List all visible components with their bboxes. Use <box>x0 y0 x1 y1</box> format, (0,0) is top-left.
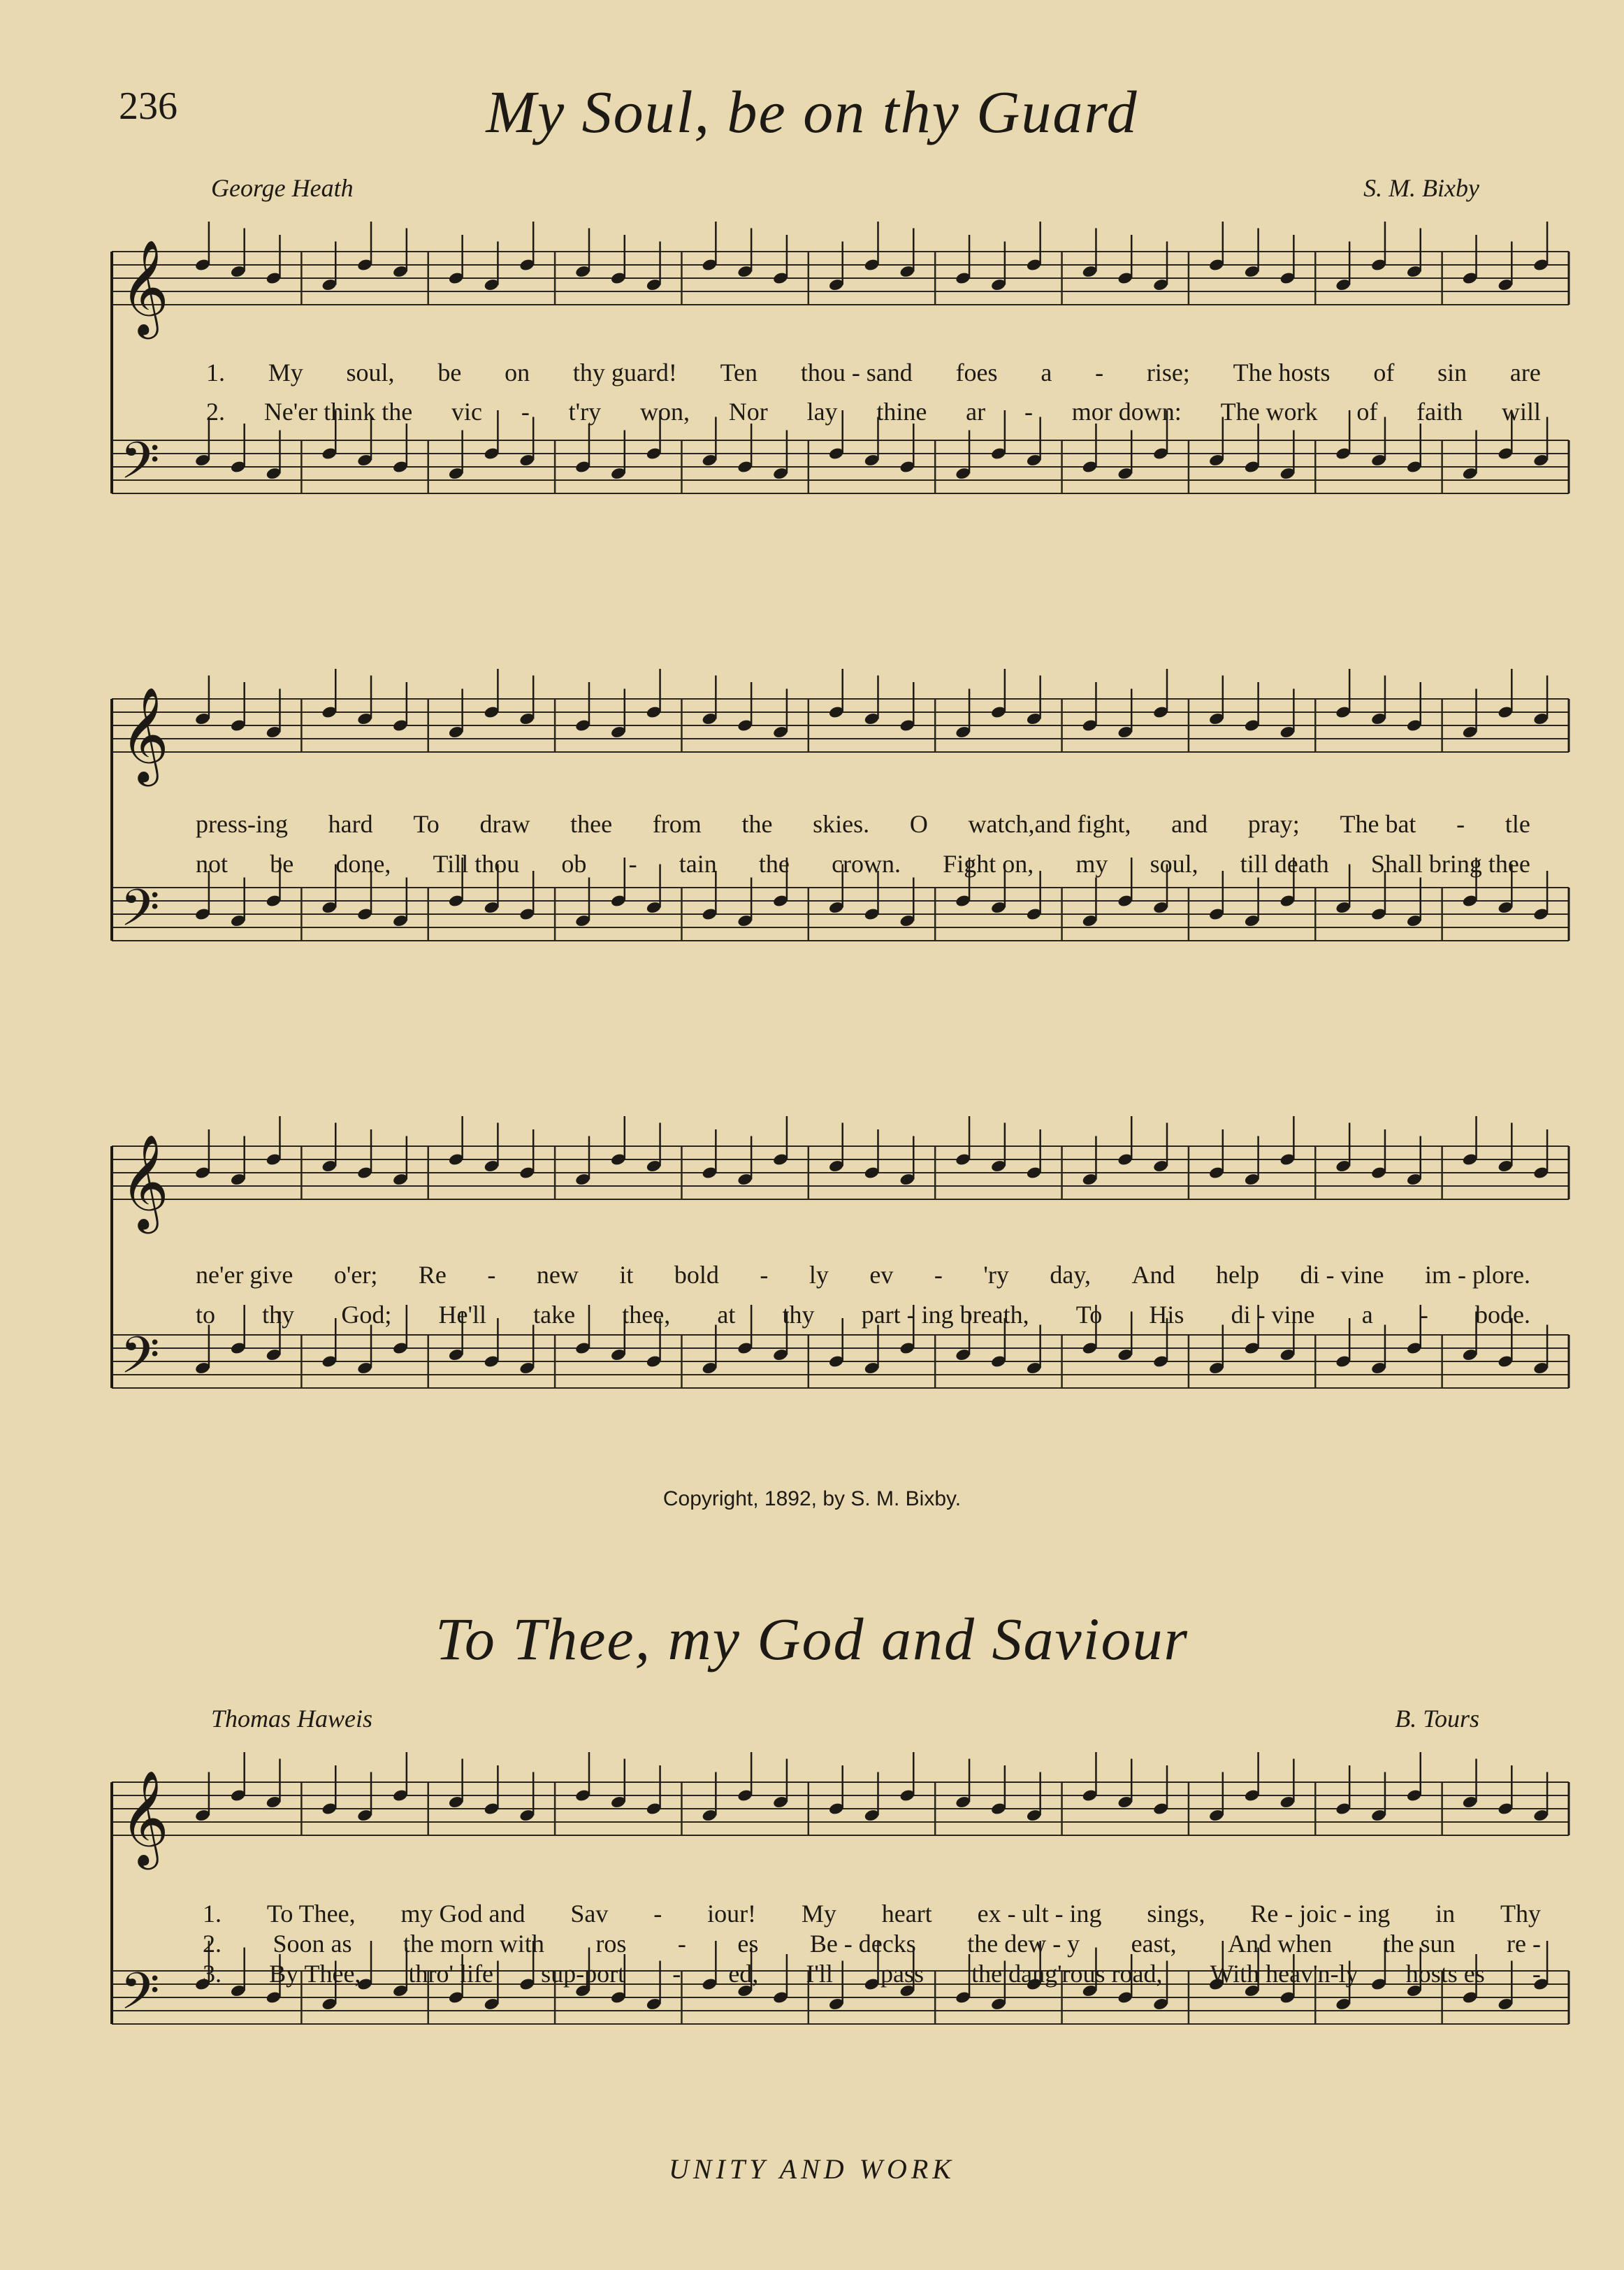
lyric-syllable: the <box>758 850 790 878</box>
lyric-syllable: thee, <box>622 1301 671 1329</box>
lyric-syllable: the dew - y <box>967 1930 1080 1958</box>
lyric-syllable: Till thou <box>433 850 520 878</box>
lyric-syllable: press-ing <box>196 810 288 838</box>
lyric-syllable: my God and <box>400 1900 525 1928</box>
lyric-line <box>206 358 1541 387</box>
treble-clef-icon: 𝄞 <box>120 1133 169 1229</box>
bass-clef-icon: 𝄢 <box>120 1961 160 2033</box>
lyric-syllable: I'll <box>806 1960 833 1988</box>
lyric-syllable: will <box>1501 398 1541 426</box>
lyric-line <box>203 1959 1541 1988</box>
lyric-syllable: thou - sand <box>800 359 913 386</box>
lyric-syllable: my <box>1075 850 1108 878</box>
lyric-syllable: By Thee, <box>269 1960 361 1988</box>
lyric-syllable: tain <box>679 850 717 878</box>
lyric-syllable: it <box>619 1261 634 1289</box>
lyric-syllable: iour! <box>707 1900 757 1928</box>
lyric-syllable: To <box>1075 1301 1103 1329</box>
lyric-line <box>203 1899 1541 1928</box>
treble-staff <box>112 1752 1569 1870</box>
bass-clef-icon: 𝄢 <box>120 431 160 503</box>
lyric-syllable: pray; <box>1247 810 1300 838</box>
lyric-syllable: di - vine <box>1300 1261 1384 1289</box>
lyric-syllable: To <box>413 810 440 838</box>
lyric-syllable: foes <box>955 359 998 386</box>
lyric-syllable: - <box>672 1960 681 1988</box>
lyric-syllable: Fight on, <box>943 850 1034 878</box>
lyric-syllable: lay <box>806 398 838 426</box>
lyric-syllable: The bat <box>1340 810 1416 838</box>
lyric-syllable: My <box>801 1900 836 1928</box>
lyric-syllable: thro' life <box>408 1960 493 1988</box>
hymn-1-composer: S. M. Bixby <box>1363 174 1479 202</box>
lyric-syllable: faith <box>1416 398 1463 426</box>
lyric-syllable: rise; <box>1146 359 1190 386</box>
lyric-syllable: God; <box>341 1301 392 1329</box>
lyric-syllable: tle <box>1505 810 1530 838</box>
lyric-syllable: Nor <box>728 398 768 426</box>
lyric-syllable: ex - ult - ing <box>977 1900 1102 1928</box>
lyric-syllable: di - vine <box>1231 1301 1315 1329</box>
lyric-syllable: soul, <box>346 359 395 386</box>
treble-clef-icon: 𝄞 <box>120 686 169 782</box>
hymn-2-composer: B. Tours <box>1395 1705 1479 1733</box>
lyric-syllable: 'ry <box>983 1261 1009 1289</box>
lyric-line <box>196 1260 1530 1289</box>
lyric-syllable: skies. <box>813 810 870 838</box>
hymn-2-author: Thomas Haweis <box>211 1705 373 1733</box>
lyric-syllable: thy <box>782 1301 815 1329</box>
lyric-syllable: ly <box>809 1261 829 1289</box>
lyric-syllable: Ten <box>720 359 758 386</box>
lyric-syllable: new <box>536 1261 579 1289</box>
lyric-syllable: Shall bring thee <box>1370 850 1530 878</box>
lyric-syllable: - <box>628 850 637 878</box>
lyric-syllable: - <box>487 1261 496 1289</box>
lyric-syllable: sings, <box>1147 1900 1205 1928</box>
lyric-syllable: Be - decks <box>809 1930 916 1958</box>
lyric-syllable: ne'er give <box>196 1261 293 1289</box>
lyric-syllable: draw <box>479 810 530 838</box>
treble-staff <box>112 222 1569 339</box>
lyric-syllable: - <box>653 1900 662 1928</box>
bass-clef-icon: 𝄢 <box>120 878 160 950</box>
lyric-syllable: - <box>934 1261 943 1289</box>
lyric-syllable: of <box>1356 398 1378 426</box>
lyric-syllable: crown. <box>832 850 901 878</box>
lyric-syllable: Sav <box>570 1900 609 1928</box>
lyric-syllable: the morn with <box>403 1930 544 1958</box>
lyric-syllable: are <box>1509 359 1541 386</box>
lyric-syllable: bold <box>674 1261 719 1289</box>
lyric-syllable: - <box>1419 1301 1428 1329</box>
lyric-syllable: won, <box>639 398 690 426</box>
lyric-syllable: Ne'er think the <box>263 398 413 426</box>
lyric-syllable: bode. <box>1475 1301 1530 1329</box>
lyric-syllable: ev <box>869 1261 894 1289</box>
lyric-syllable: help <box>1216 1261 1260 1289</box>
lyric-syllable: take <box>533 1301 576 1329</box>
lyric-syllable: watch,and fight, <box>968 810 1131 838</box>
lyric-syllable: on <box>505 359 530 386</box>
lyric-syllable: sin <box>1437 359 1467 386</box>
lyric-syllable: And <box>1131 1261 1175 1289</box>
lyric-syllable: from <box>652 810 702 838</box>
lyric-syllable: - <box>1024 398 1033 426</box>
lyric-syllable: With heav'n-ly <box>1210 1960 1358 1988</box>
lyric-syllable: of <box>1373 359 1395 386</box>
lyric-syllable: - <box>1456 810 1465 838</box>
lyric-syllable: sup-port <box>541 1960 625 1988</box>
lyric-syllable: t'ry <box>568 398 602 426</box>
lyric-syllable: thy guard! <box>572 359 677 386</box>
lyric-syllable: and <box>1171 810 1208 838</box>
lyric-syllable: 2. <box>203 1930 222 1958</box>
lyric-syllable: 3. <box>203 1960 222 1988</box>
lyric-syllable: a <box>1361 1301 1373 1329</box>
lyric-syllable: hard <box>328 810 373 838</box>
lyric-syllable: thy <box>262 1301 295 1329</box>
lyric-syllable: The work <box>1220 398 1318 426</box>
lyric-syllable: till death <box>1240 850 1329 878</box>
lyric-syllable: His <box>1149 1301 1184 1329</box>
lyric-line <box>203 1929 1541 1958</box>
lyric-syllable: - <box>677 1930 686 1958</box>
page-number: 236 <box>119 85 177 128</box>
lyric-syllable: heart <box>881 1900 932 1928</box>
lyric-syllable: hosts es <box>1405 1960 1485 1988</box>
lyric-syllable: 1. <box>206 359 225 386</box>
lyric-syllable: ar <box>966 398 986 426</box>
lyric-syllable: ros <box>595 1930 627 1958</box>
lyric-syllable: - <box>1532 1960 1541 1988</box>
lyric-syllable: vic <box>451 398 483 426</box>
lyric-syllable: part - ing breath, <box>861 1301 1029 1329</box>
lyric-syllable: - <box>1095 359 1104 386</box>
lyric-syllable: be <box>270 850 294 878</box>
lyric-syllable: mor down: <box>1071 398 1182 426</box>
lyric-syllable: Thy <box>1500 1900 1541 1928</box>
lyric-line <box>196 809 1530 839</box>
lyric-syllable: re - <box>1507 1930 1541 1958</box>
lyric-line <box>196 1300 1530 1329</box>
hymn-2-title: To Thee, my God and Saviour <box>435 1605 1189 1672</box>
treble-clef-icon: 𝄞 <box>120 1769 169 1865</box>
lyric-syllable: es <box>737 1930 759 1958</box>
lyric-syllable: not <box>196 850 229 878</box>
copyright-notice: Copyright, 1892, by S. M. Bixby. <box>662 1487 962 1510</box>
lyric-line <box>206 397 1541 426</box>
lyric-syllable: im - plore. <box>1425 1261 1530 1289</box>
lyric-syllable: Soon as <box>273 1930 352 1958</box>
bass-clef-icon: 𝄢 <box>120 1325 160 1397</box>
treble-clef-icon: 𝄞 <box>120 238 169 335</box>
lyric-syllable: pass <box>880 1960 924 1988</box>
lyric-syllable: The hosts <box>1233 359 1331 386</box>
lyric-syllable: 2. <box>206 398 225 426</box>
footer-caption: UNITY AND WORK <box>669 2153 955 2185</box>
treble-staff <box>112 1116 1569 1234</box>
lyric-syllable: ed, <box>728 1960 759 1988</box>
lyric-syllable: in <box>1435 1900 1456 1928</box>
hymn-1-title: My Soul, be on thy Guard <box>486 78 1138 145</box>
lyric-syllable: O <box>909 810 928 838</box>
lyric-syllable: a <box>1041 359 1052 386</box>
lyric-syllable: Re - joic - ing <box>1250 1900 1391 1928</box>
lyric-syllable: thine <box>876 398 927 426</box>
lyric-syllable: He'll <box>438 1301 486 1329</box>
lyric-syllable: My <box>268 359 303 386</box>
lyric-syllable: - <box>760 1261 769 1289</box>
lyric-line <box>196 849 1530 879</box>
lyric-syllable: be <box>437 359 462 386</box>
lyric-syllable: the sun <box>1383 1930 1456 1958</box>
lyric-syllable: the <box>741 810 773 838</box>
lyric-syllable: o'er; <box>333 1261 378 1289</box>
lyric-syllable: thee <box>570 810 613 838</box>
lyric-syllable: done, <box>335 850 391 878</box>
hymn-1-author: George Heath <box>211 174 354 202</box>
lyric-syllable: soul, <box>1150 850 1198 878</box>
lyric-syllable: Re <box>418 1261 447 1289</box>
lyric-syllable: the dang'rous road, <box>971 1960 1163 1988</box>
treble-staff <box>112 669 1569 786</box>
lyric-syllable: east, <box>1131 1930 1177 1958</box>
lyric-syllable: ob <box>561 850 587 878</box>
lyric-syllable: day, <box>1050 1261 1092 1289</box>
lyric-syllable: to <box>196 1301 216 1329</box>
lyric-syllable: at <box>717 1301 736 1329</box>
lyric-syllable: To Thee, <box>266 1900 356 1928</box>
lyric-syllable: 1. <box>203 1900 222 1928</box>
lyric-syllable: And when <box>1228 1930 1333 1958</box>
lyric-syllable: - <box>521 398 530 426</box>
